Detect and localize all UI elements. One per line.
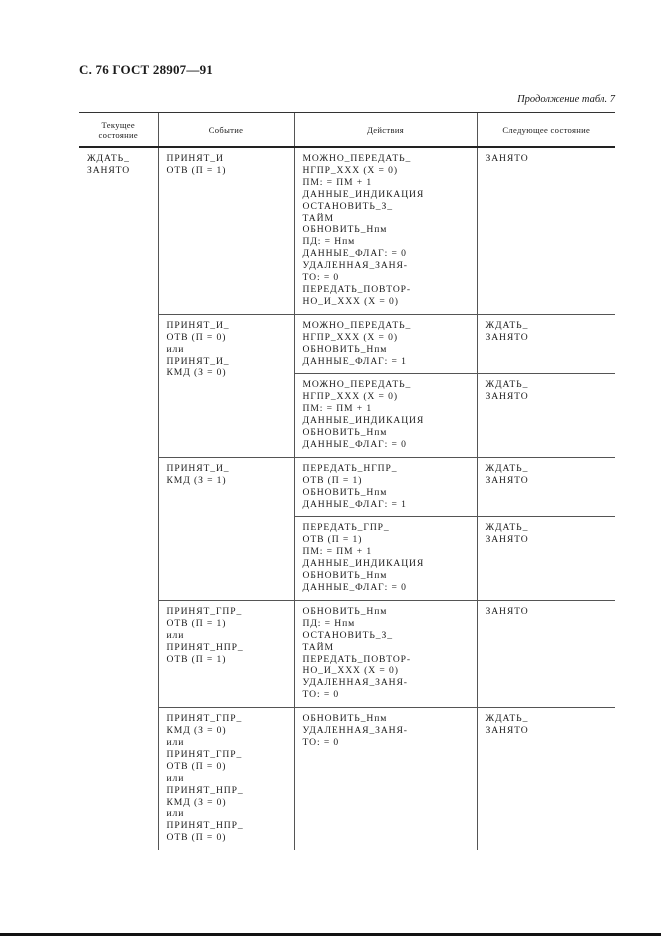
next-state-line: ЗАНЯТО: [485, 153, 529, 164]
action-line: ПЕРЕДАТЬ_ПОВТОР-: [302, 283, 412, 295]
action-line: ПД: = Нпм: [302, 236, 356, 248]
event-line: ПРИНЯТ_НПР_: [166, 641, 244, 653]
table-row: [79, 600, 615, 707]
table-row: [79, 708, 615, 850]
event-line: или: [166, 629, 185, 641]
action-line: ТАЙМ: [302, 212, 334, 224]
next-state-line: ЗАНЯТО: [485, 474, 529, 486]
action-line: НГПР_ХХХ (Х = 0): [302, 331, 398, 343]
action-line: ДАННЫЕ_ФЛАГ: = 1: [302, 498, 407, 510]
action-line: НО_И_ХХХ (Х = 0): [302, 295, 399, 307]
action-line: ТАЙМ: [302, 641, 334, 653]
table-caption: Продолжение табл. 7: [517, 94, 615, 105]
column-header-actions: Действия: [294, 113, 477, 148]
next-state-cell: [477, 457, 615, 517]
table-row: [79, 147, 615, 314]
event-line: ПРИНЯТ_И_: [166, 319, 230, 331]
next-state-line: ЗАНЯТО: [485, 331, 529, 343]
event-line: ОТВ (П = 1): [166, 617, 227, 629]
table-row: [79, 314, 615, 374]
event-line: или: [166, 343, 185, 355]
event-line: ОТВ (П = 0): [166, 760, 227, 772]
action-line: ОБНОВИТЬ_Нпм: [302, 605, 388, 617]
event-line: или: [166, 736, 185, 748]
event-cell: [158, 147, 294, 314]
event-line: ПРИНЯТ_И_: [166, 355, 230, 367]
next-state-line: ЗАНЯТО: [485, 391, 529, 403]
action-line: ОСТАНОВИТЬ_З_: [302, 629, 393, 641]
event-line: ОТВ (П = 0): [166, 331, 227, 343]
actions-cell: [294, 314, 477, 374]
action-line: ДАННЫЕ_ИНДИКАЦИЯ: [302, 558, 425, 570]
event-line: ПРИНЯТ_И_: [166, 462, 230, 474]
event-line: ПРИНЯТ_НПР_: [166, 820, 244, 832]
next-state-cell: [477, 147, 615, 314]
event-line: КМД (З = 0): [166, 725, 227, 737]
action-line: ПМ: = ПМ + 1: [302, 176, 373, 188]
action-line: ПМ: = ПМ + 1: [302, 403, 373, 415]
next-state-cell: [477, 600, 615, 707]
next-state-line: ЖДАТЬ_: [485, 462, 529, 474]
current-state-cell: [79, 147, 158, 850]
column-header-current-state-line: Текущее: [101, 119, 135, 130]
actions-cell: [294, 374, 477, 457]
event-line: ОТВ (П = 1): [166, 164, 227, 176]
next-state-cell: [477, 708, 615, 850]
column-header-current-state: [79, 113, 158, 148]
action-line: ПЕРЕДАТЬ_НГПР_: [302, 462, 398, 474]
action-line: ТО: = 0: [302, 736, 340, 748]
column-header-event: Событие: [158, 113, 294, 148]
action-line: НГПР_ХХХ (Х = 0): [302, 391, 398, 403]
next-state-line: ЗАНЯТО: [485, 605, 529, 617]
action-line: ОБНОВИТЬ_Нпм: [302, 224, 388, 236]
event-line: ОТВ (П = 1): [166, 653, 227, 665]
action-line: ОТВ (П = 1): [302, 474, 363, 486]
next-state-line: ЗАНЯТО: [485, 534, 529, 546]
action-line: ОБНОВИТЬ_Нпм: [302, 486, 388, 498]
actions-cell: [294, 147, 477, 314]
action-line: ПМ: = ПМ + 1: [302, 546, 373, 558]
action-line: ОТВ (П = 1): [302, 534, 363, 546]
action-line: ДАННЫЕ_ИНДИКАЦИЯ: [302, 415, 425, 427]
next-state-cell: [477, 517, 615, 600]
state-table: [79, 112, 615, 850]
event-line: ПРИНЯТ_ГПР_: [166, 748, 243, 760]
page-title: С. 76 ГОСТ 28907—91: [79, 62, 213, 77]
actions-cell: [294, 517, 477, 600]
action-line: ДАННЫЕ_ФЛАГ: = 1: [302, 355, 407, 367]
column-header-next-state: Следующее состояние: [477, 113, 615, 148]
action-line: ДАННЫЕ_ИНДИКАЦИЯ: [302, 188, 425, 200]
event-cell: [158, 708, 294, 850]
action-line: ОБНОВИТЬ_Нпм: [302, 713, 388, 725]
action-line: НО_И_ХХХ (Х = 0): [302, 665, 399, 677]
action-line: ДАННЫЕ_ФЛАГ: = 0: [302, 248, 407, 260]
event-line: ПРИНЯТ_ГПР_: [166, 713, 243, 725]
event-line: ПРИНЯТ_НПР_: [166, 784, 244, 796]
action-line: УДАЛЕННАЯ_ЗАНЯ-: [302, 725, 408, 737]
action-line: ПЕРЕДАТЬ_ПОВТОР-: [302, 653, 412, 665]
action-line: ТО: = 0: [302, 689, 340, 701]
action-line: МОЖНО_ПЕРЕДАТЬ_: [302, 153, 412, 164]
column-header-current-state-line: состояние: [98, 129, 139, 140]
table-body: [79, 147, 615, 850]
action-line: ДАННЫЕ_ФЛАГ: = 0: [302, 582, 407, 593]
next-state-cell: [477, 314, 615, 374]
event-line: КМД (З = 0): [166, 796, 227, 808]
action-line: УДАЛЕННАЯ_ЗАНЯ-: [302, 260, 408, 272]
action-line: ДАННЫЕ_ФЛАГ: = 0: [302, 438, 407, 450]
next-state-line: ЖДАТЬ_: [485, 319, 529, 331]
event-cell: [158, 314, 294, 457]
actions-cell: [294, 708, 477, 850]
action-line: ОБНОВИТЬ_Нпм: [302, 427, 388, 439]
current-state-line: ЗАНЯТО: [87, 164, 131, 176]
actions-cell: [294, 457, 477, 517]
action-line: ПЕРЕДАТЬ_ГПР_: [302, 522, 390, 534]
action-line: ОБНОВИТЬ_Нпм: [302, 343, 388, 355]
next-state-line: ЖДАТЬ_: [485, 713, 529, 725]
table-header-row: [79, 113, 615, 148]
actions-cell: [294, 600, 477, 707]
next-state-line: ЖДАТЬ_: [485, 522, 529, 534]
action-line: ОСТАНОВИТЬ_З_: [302, 200, 393, 212]
event-cell: [158, 457, 294, 600]
action-line: ОБНОВИТЬ_Нпм: [302, 570, 388, 582]
event-line: КМД (З = 1): [166, 474, 227, 486]
event-line: ОТВ (П = 0): [166, 832, 227, 844]
event-line: ПРИНЯТ_И: [166, 153, 224, 164]
action-line: ТО: = 0: [302, 272, 340, 284]
event-cell: [158, 600, 294, 707]
action-line: МОЖНО_ПЕРЕДАТЬ_: [302, 319, 412, 331]
next-state-line: ЖДАТЬ_: [485, 379, 529, 391]
next-state-cell: [477, 374, 615, 457]
action-line: УДАЛЕННАЯ_ЗАНЯ-: [302, 677, 408, 689]
next-state-line: ЗАНЯТО: [485, 725, 529, 737]
action-line: ПД: = Нпм: [302, 617, 356, 629]
current-state-line: ЖДАТЬ_: [87, 153, 130, 164]
action-line: МОЖНО_ПЕРЕДАТЬ_: [302, 379, 412, 391]
event-line: или: [166, 808, 185, 820]
event-line: ПРИНЯТ_ГПР_: [166, 605, 243, 617]
event-line: КМД (З = 0): [166, 367, 227, 379]
event-line: или: [166, 772, 185, 784]
table-row: [79, 457, 615, 517]
action-line: НГПР_ХХХ (Х = 0): [302, 164, 398, 176]
